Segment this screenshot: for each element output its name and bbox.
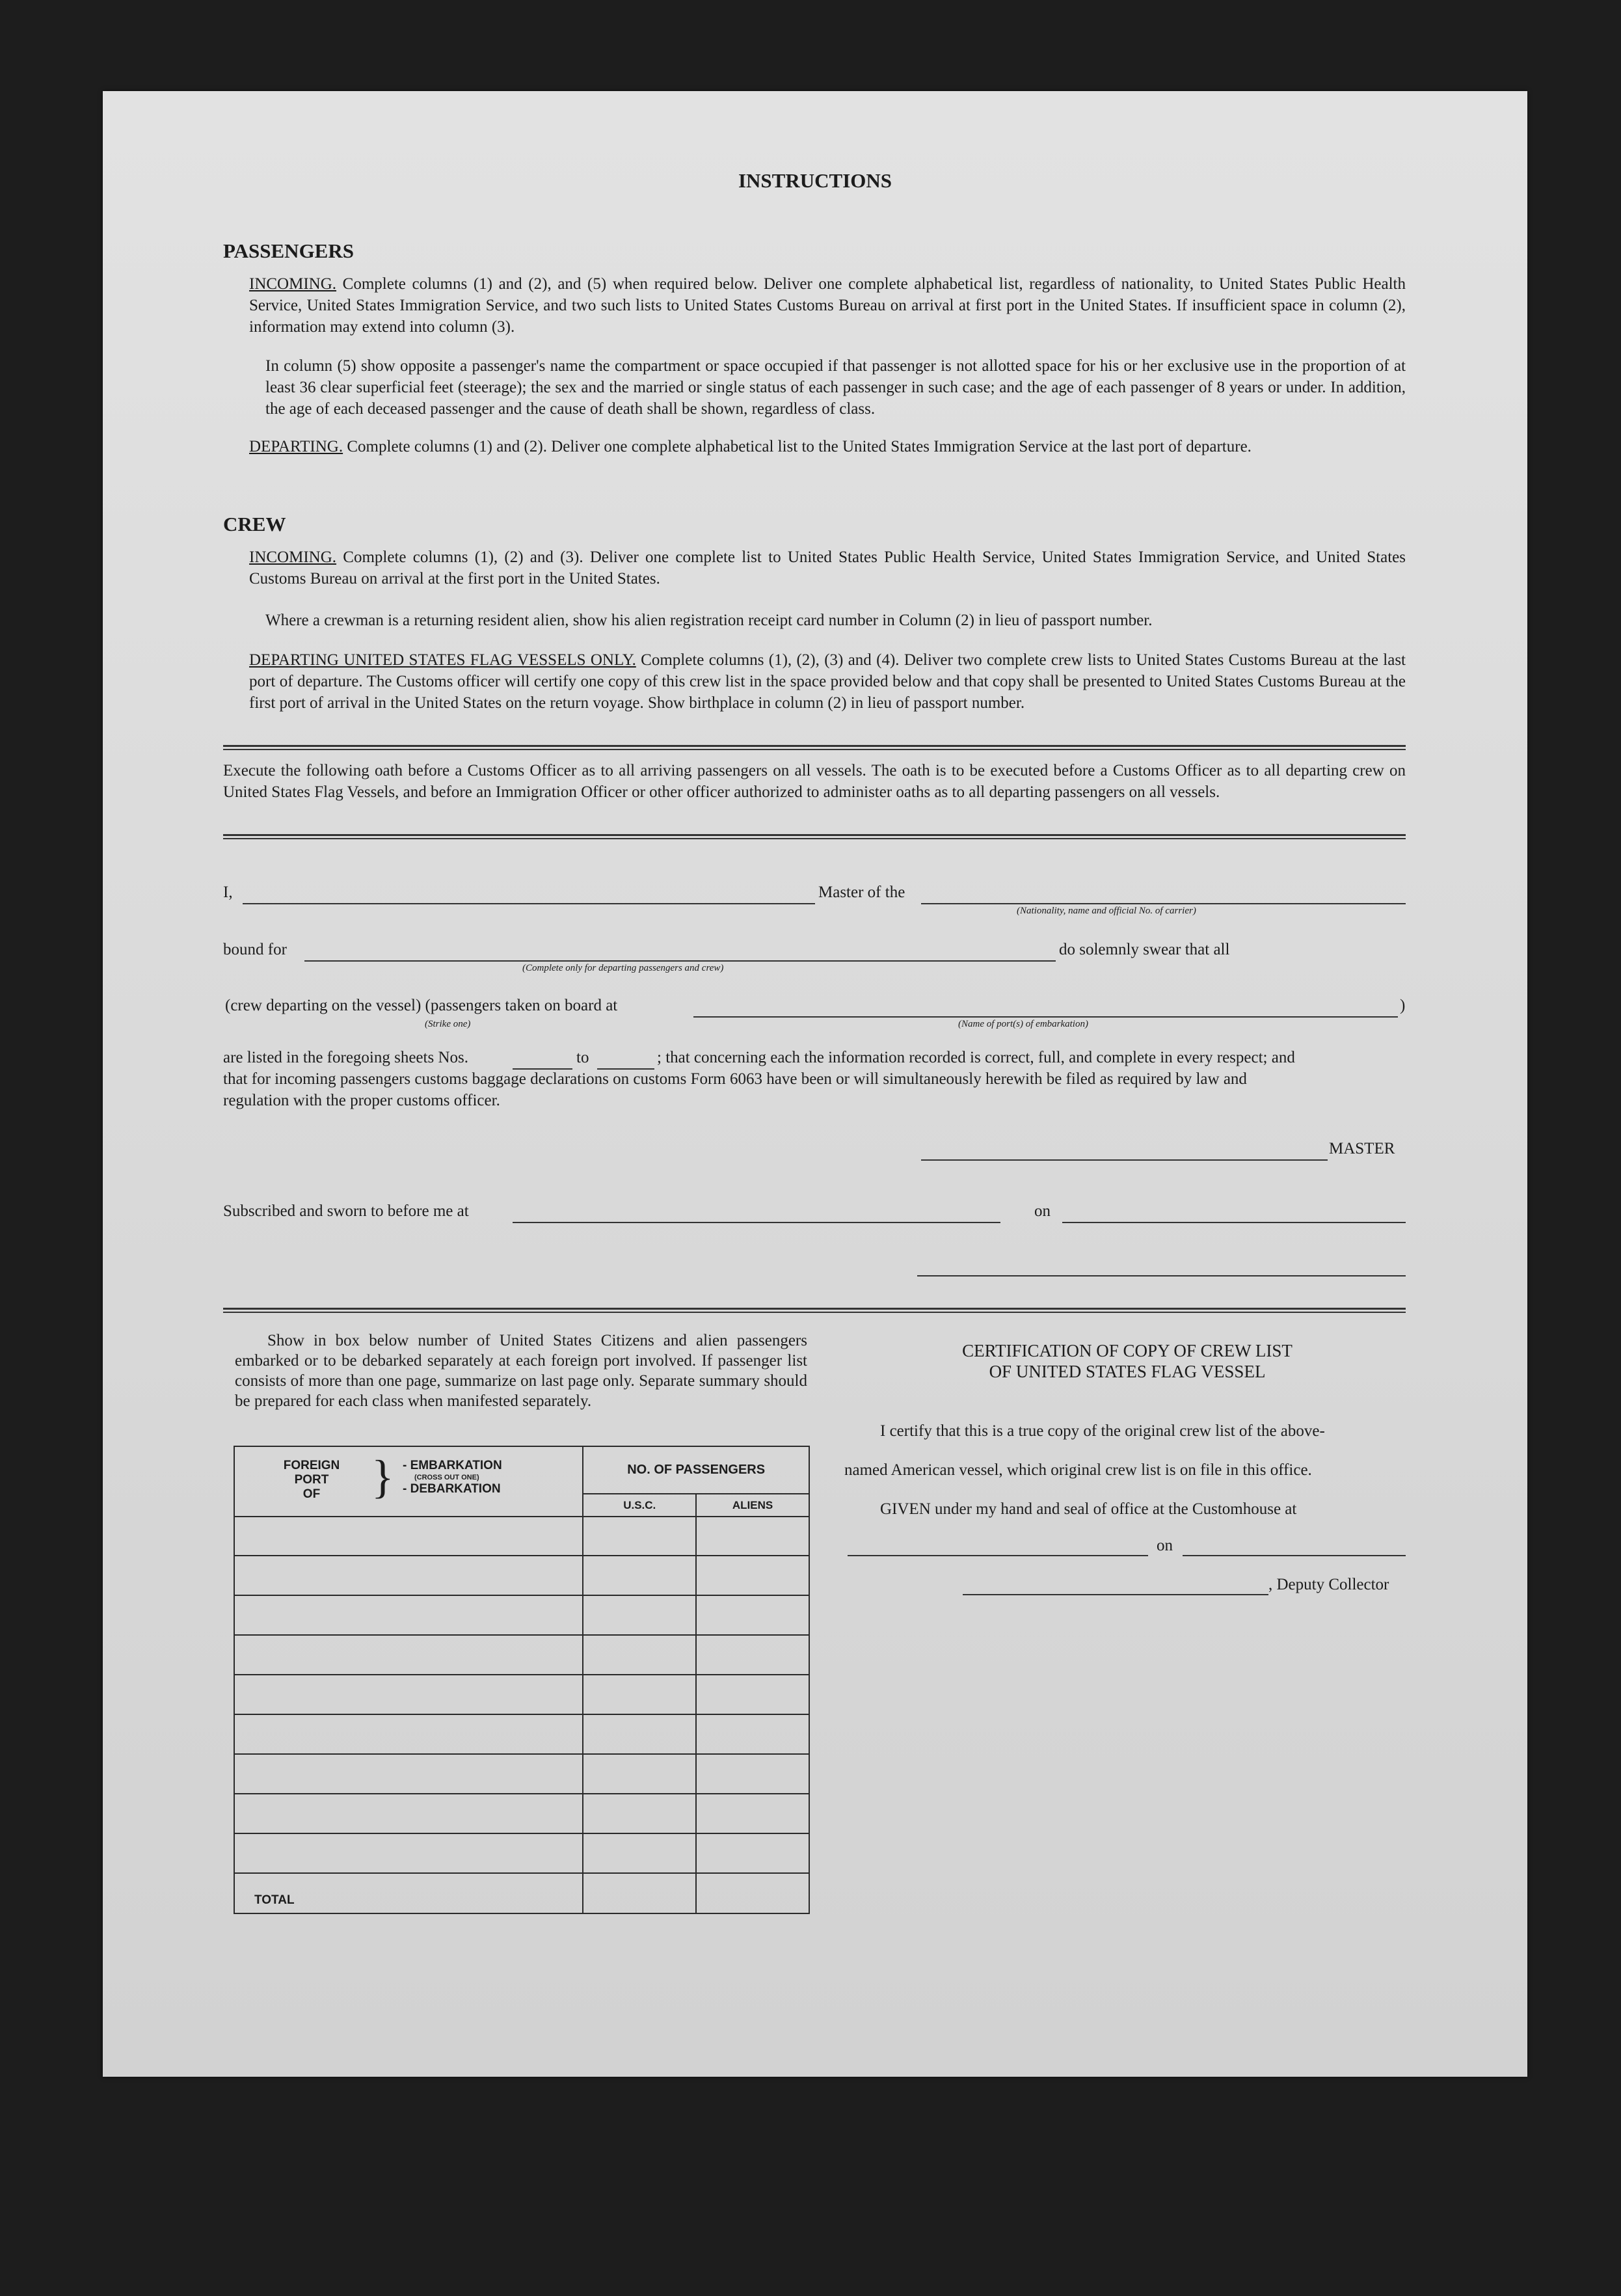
port-cell[interactable] bbox=[234, 1794, 583, 1833]
listed-text-d: regulation with the proper customs officer. bbox=[223, 1092, 500, 1109]
passengers-departing-paragraph bbox=[249, 436, 1406, 457]
port-caption: (Name of port(s) of embarkation) bbox=[958, 1019, 1088, 1029]
passengers-departing-label: DEPARTING. bbox=[249, 438, 343, 455]
brace-icon: } bbox=[371, 1451, 394, 1503]
usc-cell[interactable] bbox=[583, 1556, 696, 1595]
table-row bbox=[234, 1714, 809, 1754]
subscribed-label: Subscribed and sworn to before me at bbox=[223, 1202, 469, 1220]
usc-cell[interactable] bbox=[583, 1794, 696, 1833]
usc-cell[interactable] bbox=[583, 1635, 696, 1675]
aliens-cell[interactable] bbox=[696, 1714, 809, 1754]
oath-i-label: I, bbox=[223, 884, 233, 901]
page-title: INSTRUCTIONS bbox=[738, 169, 892, 192]
usc-total-cell[interactable] bbox=[583, 1873, 696, 1913]
port-cell[interactable] bbox=[234, 1675, 583, 1714]
usc-cell[interactable] bbox=[583, 1714, 696, 1754]
aliens-cell[interactable] bbox=[696, 1833, 809, 1873]
aliens-header: ALIENS bbox=[696, 1494, 809, 1517]
certification-title-line2: OF UNITED STATES FLAG VESSEL bbox=[989, 1362, 1266, 1381]
listed-text-b: ; that concerning each the information recorded is correct, full, and complete in every respect; and bbox=[657, 1049, 1295, 1066]
certification-title bbox=[844, 1340, 1410, 1382]
certification-date-field[interactable] bbox=[1183, 1555, 1406, 1556]
usc-cell[interactable] bbox=[583, 1754, 696, 1794]
solemnly-swear-label: do solemnly swear that all bbox=[1059, 941, 1230, 958]
passengers-incoming-text: Complete columns (1) and (2), and (5) when required below. Deliver one complete alphabetical list, regardless of nationality, to United States Public Health Service, United States Immigration Service, and two such lists to United States Customs Bureau on arrival at first port in the United States. If insufficient space in column (2), information may extend into column (3). bbox=[249, 275, 1406, 336]
carrier-field[interactable] bbox=[921, 903, 1406, 904]
crew-departing-label: DEPARTING UNITED STATES FLAG VESSELS ONLY. bbox=[249, 651, 636, 669]
sheet-to-field[interactable] bbox=[597, 1068, 654, 1070]
aliens-cell[interactable] bbox=[696, 1635, 809, 1675]
passengers-incoming-paragraph bbox=[249, 273, 1406, 338]
summary-instructions: Show in box below number of United States Citizens and alien passengers embarked or to be debarked separately at each foreign port involved. If passenger list consists of more than one page, summarize on last page only. Separate summary should be prepared for each class when manifested separately. bbox=[235, 1332, 807, 1410]
no-of-passengers-header: NO. OF PASSENGERS bbox=[583, 1446, 809, 1494]
sworn-place-field[interactable] bbox=[513, 1222, 1000, 1223]
table-row bbox=[234, 1556, 809, 1595]
usc-header: U.S.C. bbox=[583, 1494, 696, 1517]
aliens-cell[interactable] bbox=[696, 1754, 809, 1794]
usc-cell[interactable] bbox=[583, 1833, 696, 1873]
master-name-field[interactable] bbox=[243, 903, 815, 904]
aliens-cell[interactable] bbox=[696, 1595, 809, 1635]
customhouse-field[interactable] bbox=[848, 1555, 1148, 1556]
nationality-caption: (Nationality, name and official No. of carrier) bbox=[1017, 906, 1196, 916]
form-sheet bbox=[103, 91, 1527, 2077]
listed-text-c: that for incoming passengers customs baggage declarations on customs Form 6063 have been or will simultaneously herewith be filed as required by law and bbox=[223, 1070, 1247, 1088]
table-row bbox=[234, 1517, 809, 1556]
embarkation-port-field[interactable] bbox=[693, 1016, 1398, 1018]
passengers-departing-text: Complete columns (1) and (2). Deliver one complete alphabetical list to the United States Immigration Service at the last port of departure. bbox=[347, 438, 1252, 455]
crew-incoming-paragraph bbox=[249, 547, 1406, 589]
deputy-signature-field[interactable] bbox=[963, 1594, 1268, 1595]
crew-departing-paragraph bbox=[249, 649, 1406, 714]
certification-title-line1: CERTIFICATION OF COPY OF CREW LIST bbox=[962, 1341, 1293, 1360]
port-cell[interactable] bbox=[234, 1556, 583, 1595]
aliens-cell[interactable] bbox=[696, 1517, 809, 1556]
total-row bbox=[234, 1873, 809, 1913]
crew-departing-label: (crew departing on the vessel) (passengers taken on board at bbox=[225, 997, 618, 1014]
port-header-cell bbox=[234, 1446, 583, 1517]
given-text: GIVEN under my hand and seal of office at the Customhouse at bbox=[880, 1500, 1297, 1518]
total-label: TOTAL bbox=[234, 1873, 583, 1913]
passengers-column5-text: In column (5) show opposite a passenger's name the compartment or space occupied if that passenger is not allotted space for his or her exclusive use in the proportion of at least 36 clear superficial feet (steerage); the sex and the married or single status of each passenger in such case; and the age of each passenger of 8 years or under. In addition, the age of each deceased passenger and the cause of death shall be shown, regardless of class. bbox=[265, 357, 1406, 418]
crew-departing-text: Complete columns (1), (2), (3) and (4). Deliver two complete crew lists to United States Customs Bureau at the last port of departure. The Customs officer will certify one copy of this crew list in the space provided below and that copy shall be presented to United States Customs Bureau at the first port of arrival in the United States on the return voyage. Show birthplace in column (2) in lieu of passport number. bbox=[249, 651, 1406, 712]
listed-text-a: are listed in the foregoing sheets Nos. bbox=[223, 1049, 468, 1066]
foreign-label: FOREIGN bbox=[283, 1459, 340, 1472]
master-label: MASTER bbox=[1329, 1140, 1395, 1157]
deputy-collector-label: , Deputy Collector bbox=[1268, 1576, 1389, 1593]
complete-caption: (Complete only for departing passengers and crew) bbox=[522, 963, 724, 973]
passengers-heading: PASSENGERS bbox=[223, 239, 354, 262]
sworn-on-label: on bbox=[1034, 1202, 1051, 1220]
passengers-incoming-label: INCOMING. bbox=[249, 275, 337, 293]
crew-heading: CREW bbox=[223, 513, 286, 535]
port-cell[interactable] bbox=[234, 1635, 583, 1675]
crew-crewman-text: Where a crewman is a returning resident alien, show his alien registration receipt card number in Column (2) in lieu of passport number. bbox=[265, 612, 1153, 629]
table-row bbox=[234, 1794, 809, 1833]
port-cell[interactable] bbox=[234, 1517, 583, 1556]
usc-cell[interactable] bbox=[583, 1517, 696, 1556]
table-row bbox=[234, 1595, 809, 1635]
usc-cell[interactable] bbox=[583, 1675, 696, 1714]
debarkation-label[interactable]: - DEBARKATION bbox=[403, 1482, 501, 1496]
officer-signature-field[interactable] bbox=[917, 1275, 1406, 1276]
aliens-total-cell[interactable] bbox=[696, 1873, 809, 1913]
table-row bbox=[234, 1675, 809, 1714]
port-cell[interactable] bbox=[234, 1833, 583, 1873]
bound-for-field[interactable] bbox=[304, 960, 1056, 962]
crew-incoming-label: INCOMING. bbox=[249, 548, 337, 566]
table-row bbox=[234, 1635, 809, 1675]
usc-cell[interactable] bbox=[583, 1595, 696, 1635]
divider bbox=[223, 745, 1406, 750]
port-cell[interactable] bbox=[234, 1595, 583, 1635]
certify-text-b: named American vessel, which original crew list is on file in this office. bbox=[844, 1461, 1312, 1479]
close-paren: ) bbox=[1400, 997, 1406, 1014]
cross-out-label: (CROSS OUT ONE) bbox=[414, 1474, 479, 1481]
crew-incoming-text: Complete columns (1), (2) and (3). Deliver one complete list to United States Public Health Service, United States Immigration Service, and United States Customs Bureau on arrival at the first port in the United States. bbox=[249, 548, 1406, 588]
listed-to: to bbox=[576, 1049, 589, 1066]
passenger-summary-table bbox=[234, 1446, 810, 1914]
bound-for-label: bound for bbox=[223, 941, 287, 958]
of-label: OF bbox=[302, 1487, 321, 1501]
sheet-from-field[interactable] bbox=[513, 1068, 572, 1070]
divider bbox=[223, 1308, 1406, 1313]
aliens-cell[interactable] bbox=[696, 1675, 809, 1714]
divider bbox=[223, 834, 1406, 839]
master-of-the-label: Master of the bbox=[818, 884, 905, 901]
table-row bbox=[234, 1833, 809, 1873]
embarkation-label[interactable]: - EMBARKATION bbox=[403, 1459, 502, 1472]
aliens-cell[interactable] bbox=[696, 1556, 809, 1595]
sworn-date-field[interactable] bbox=[1062, 1222, 1406, 1223]
strike-caption: (Strike one) bbox=[425, 1019, 471, 1029]
certify-text-a: I certify that this is a true copy of the original crew list of the above- bbox=[880, 1422, 1325, 1440]
master-signature-field[interactable] bbox=[921, 1159, 1328, 1161]
aliens-cell[interactable] bbox=[696, 1794, 809, 1833]
table-row bbox=[234, 1754, 809, 1794]
port-cell[interactable] bbox=[234, 1754, 583, 1794]
certification-on-label: on bbox=[1157, 1537, 1173, 1554]
port-cell[interactable] bbox=[234, 1714, 583, 1754]
port-label: PORT bbox=[294, 1473, 329, 1487]
oath-execute-text: Execute the following oath before a Customs Officer as to all arriving passengers on all vessels. The oath is to be executed before a Customs Officer as to all departing crew on United States Flag Vessels, and before an Immigration Officer or other officer authorized to administer oaths as to all departing passengers on all vessels. bbox=[223, 762, 1406, 801]
